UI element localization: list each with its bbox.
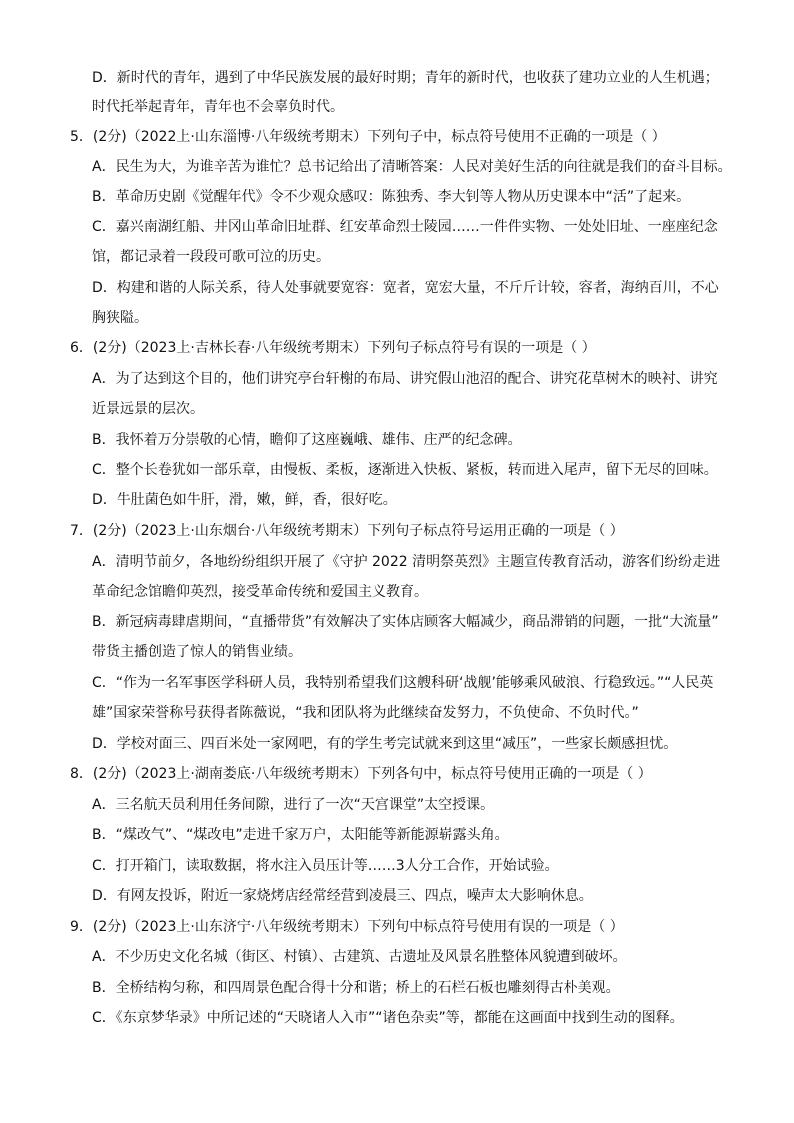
q5-option-c-line1: C．嘉兴南湖红船、井冈山革命旧址群、红安革命烈士陵园……一件件实物、一处处旧址、一座座纪念 xyxy=(92,219,718,235)
q6-option-d: D．牛肚菌色如牛肝，滑，嫩，鲜，香，很好吃。 xyxy=(92,492,397,508)
q6-option-b: B．我怀着万分崇敬的心情，瞻仰了这座巍峨、雄伟、庄严的纪念碑。 xyxy=(92,432,522,448)
q5-option-c-line2: 馆，都记录着一段段可歌可泣的历史。 xyxy=(92,249,330,265)
q6-option-a-line2: 近景远景的层次。 xyxy=(92,401,204,417)
q7-option-b-line1: B．新冠病毒肆虐期间，“直播带货”有效解决了实体店顾客大幅减少，商品滞销的问题，一批“大流量” xyxy=(92,614,719,630)
q5-option-b: B．革命历史剧《觉醒年代》令不少观众感叹：陈独秀、李大钊等人物从历史课本中“活”了起来。 xyxy=(92,189,691,205)
q7-option-b-line2: 带货主播创造了惊人的销售业绩。 xyxy=(92,644,302,660)
q8-option-a: A．三名航天员利用任务间隙，进行了一次“天宫课堂”太空授课。 xyxy=(92,797,495,813)
q7-option-d: D．学校对面三、四百米处一家网吧，有的学生考完试就来到这里“减压”，一些家长颇感担忧。 xyxy=(92,736,678,752)
q7-option-a-line1: A．清明节前夕，各地纷纷组织开展了《守护 2022 清明祭英烈》主题宣传教育活动，游客们纷纷走进 xyxy=(92,554,721,570)
q9-option-b: B．全桥结构匀称，和四周景色配合得十分和谐；桥上的石栏石板也雕刻得古朴美观。 xyxy=(92,980,620,996)
prev-option-d-line1: D．新时代的青年，遇到了中华民族发展的最好时期；青年的新时代，也收获了建功立业的人生机遇； xyxy=(92,70,719,86)
question-9-stem: 9．(2分)（2023上·山东济宁·八年级统考期末）下列句中标点符号使用有误的一项是（ ） xyxy=(70,919,624,935)
q7-option-c-line2: 雄”国家荣誉称号获得者陈薇说，“我和团队将为此继续奋发努力，不负使命、不负时代。” xyxy=(92,705,639,721)
q5-option-d-line1: D．构建和谐的人际关系，待人处事就要宽容：宽者，宽宏大量，不斤斤计较，容者，海纳百川，不心 xyxy=(92,280,719,296)
q5-option-a: A．民生为大，为谁辛苦为谁忙？总书记给出了清晰答案：人民对美好生活的向往就是我们的奋斗目标。 xyxy=(92,159,732,175)
q7-option-a-line2: 革命纪念馆瞻仰英烈，接受革命传统和爱国主义教育。 xyxy=(92,584,428,600)
q8-option-c: C．打开箱门，读取数据，将水注入员压计等……3人分工合作，开始试验。 xyxy=(92,858,559,874)
q9-option-a: A．不少历史文化名城（街区、村镇）、古建筑、古遗址及风景名胜整体风貌遭到破坏。 xyxy=(92,949,627,965)
q9-option-c: C．《东京梦华录》中所记述的“天晓诸人入市”“诸色杂卖”等，都能在这画面中找到生动的图释。 xyxy=(92,1010,684,1026)
question-6-stem: 6．(2分)（2023上·吉林长春·八年级统考期末）下列句子标点符号有误的一项是（ ） xyxy=(70,340,596,356)
q6-option-a-line1: A．为了达到这个目的，他们讲究亭台轩榭的布局、讲究假山池沼的配合、讲究花草树木的映衬、讲究 xyxy=(92,371,718,387)
q5-option-d-line2: 胸狭隘。 xyxy=(92,310,148,326)
q7-option-c-line1: C．“作为一名军事医学科研人员，我特别希望我们这艘科研‘战舰’能够乘风破浪、行稳致远。”“人民英 xyxy=(92,675,714,691)
question-7-stem: 7．(2分)（2023上·山东烟台·八年级统考期末）下列句子标点符号运用正确的一项是（ ） xyxy=(70,523,624,539)
q8-option-b: B．“煤改气”、“煤改电”走进千家万户，太阳能等新能源崭露头角。 xyxy=(92,827,509,843)
question-8-stem: 8．(2分)（2023上·湖南娄底·八年级统考期末）下列各句中，标点符号使用正确的一项是（ ） xyxy=(70,766,652,782)
prev-option-d-line2: 时代托举起青年，青年也不会辜负时代。 xyxy=(92,99,344,115)
question-5-stem: 5．(2分)（2022上·山东淄博·八年级统考期末）下列句子中，标点符号使用不正确的一项是（ ） xyxy=(70,129,666,145)
q8-option-d: D．有网友投诉，附近一家烧烤店经常经营到凌晨三、四点，噪声太大影响休息。 xyxy=(92,888,593,904)
q6-option-c: C．整个长卷犹如一部乐章，由慢板、柔板，逐渐进入快板、紧板，转而进入尾声，留下无尽的回味。 xyxy=(92,462,718,478)
